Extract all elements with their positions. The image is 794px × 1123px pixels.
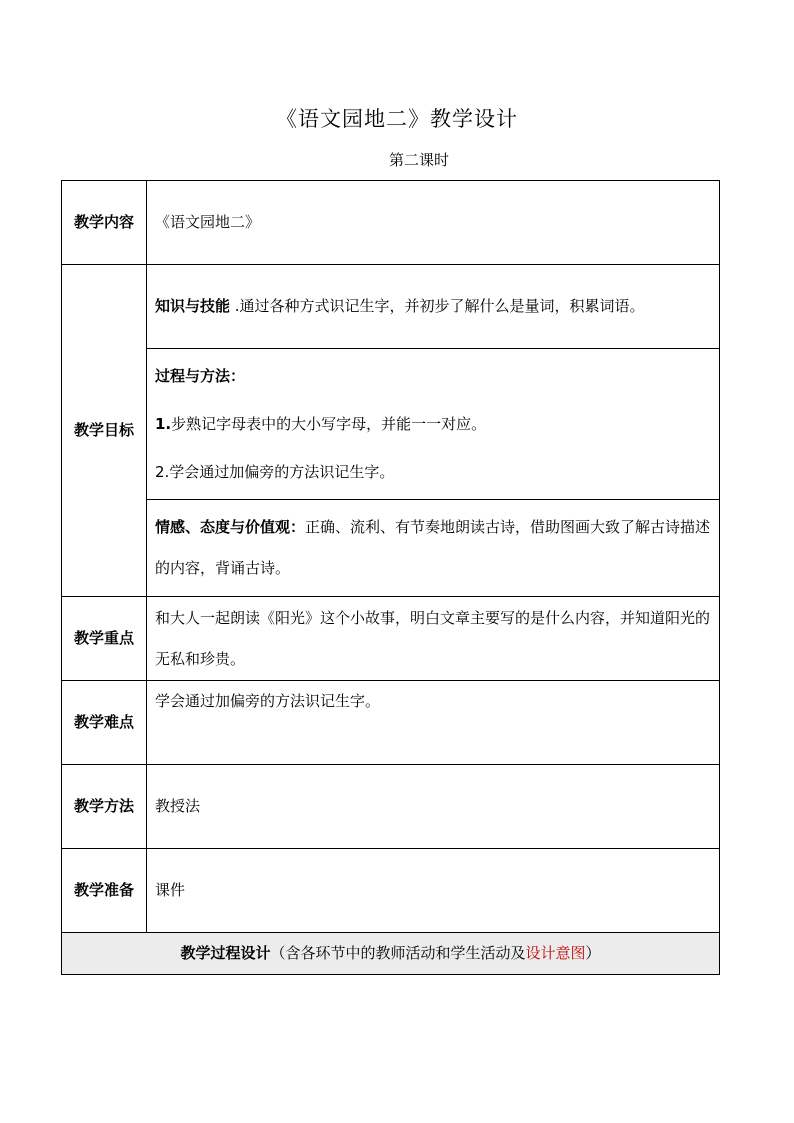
row-difficulties	[62, 681, 720, 765]
value-key-points: 和大人一起朗读《阳光》这个小故事，明白文章主要写的是什么内容，并知道阳光的无私和珍贵。	[147, 597, 720, 681]
process-design-note-end: ）	[585, 944, 601, 962]
objective-knowledge-text: .通过各种方式识记生字，并初步了解什么是量词，积累词语。	[230, 297, 645, 315]
process-design-header	[62, 933, 720, 975]
row-objective-process	[62, 349, 720, 500]
label-content: 教学内容	[62, 181, 147, 265]
lesson-plan-table	[61, 180, 720, 975]
document-title: 《语文园地二》教学设计	[276, 107, 518, 131]
label-difficulties: 教学难点	[62, 681, 147, 765]
label-key-points: 教学重点	[62, 597, 147, 681]
row-methods	[62, 765, 720, 849]
label-preparation: 教学准备	[62, 849, 147, 933]
objective-process-item1-text: 步熟记字母表中的大小写字母，并能一一对应。	[171, 415, 487, 433]
objective-emotion-heading: 情感、态度与价值观：	[155, 518, 306, 536]
objective-process-heading: 过程与方法：	[155, 367, 246, 385]
objective-emotion-text: 正确、流利、有节奏地朗读古诗，借助图画大致了解古诗描述的内容，背诵古诗。	[155, 518, 711, 577]
row-process-design	[62, 933, 720, 975]
objective-emotion	[147, 500, 720, 597]
objective-knowledge	[147, 265, 720, 349]
process-design-note: （含各环节中的教师活动和学生活动及	[270, 944, 526, 962]
objective-process	[147, 349, 720, 500]
value-methods: 教授法	[147, 765, 720, 849]
row-key-points	[62, 597, 720, 681]
value-content: 《语文园地二》	[147, 181, 720, 265]
label-methods: 教学方法	[62, 765, 147, 849]
row-content	[62, 181, 720, 265]
process-design-heading: 教学过程设计	[180, 944, 271, 962]
process-design-note-highlight: 设计意图	[525, 944, 586, 962]
objective-process-item1	[155, 400, 715, 448]
row-preparation	[62, 849, 720, 933]
value-difficulties: 学会通过加偏旁的方法识记生字。	[147, 681, 720, 765]
objective-process-item1-num: 1.	[155, 415, 172, 433]
row-objective-knowledge	[62, 265, 720, 349]
value-preparation: 课件	[147, 849, 720, 933]
objective-process-item2: 2.学会通过加偏旁的方法识记生字。	[155, 463, 395, 481]
label-objectives: 教学目标	[62, 265, 147, 597]
document-subtitle: 第二课时	[388, 151, 449, 169]
row-objective-emotion	[62, 500, 720, 597]
objective-knowledge-heading: 知识与技能	[155, 297, 231, 315]
